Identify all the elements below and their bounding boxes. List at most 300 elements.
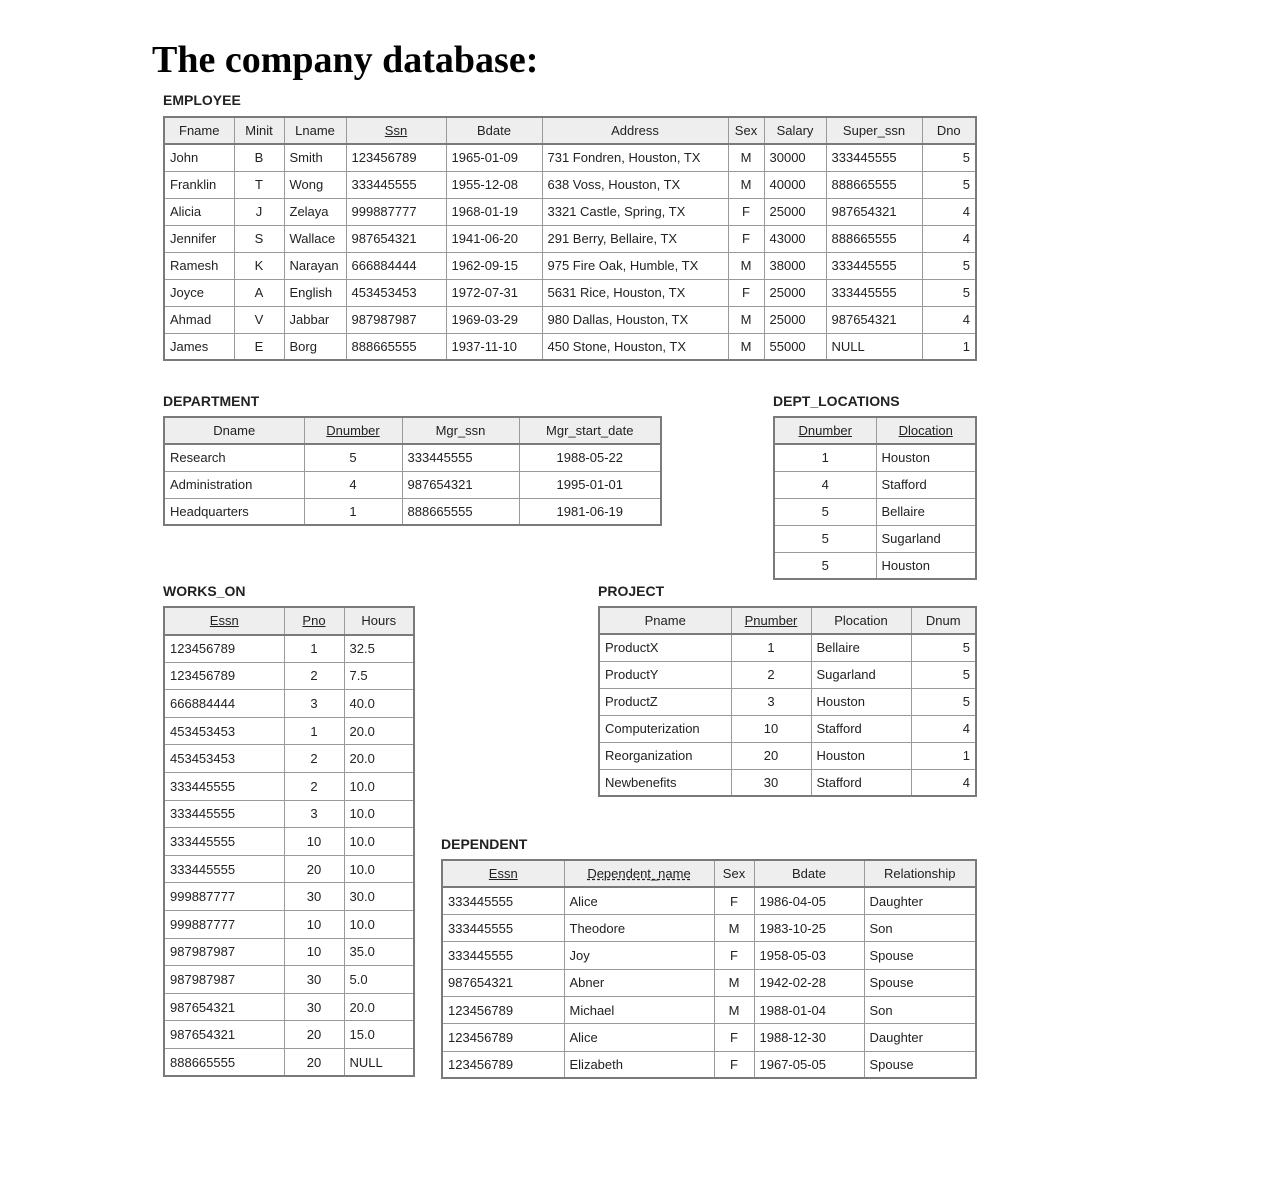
- dependent-cell: 123456789: [442, 996, 564, 1023]
- works-on-cell: 2: [284, 662, 344, 690]
- dependent-cell: Theodore: [564, 915, 714, 942]
- dependent-row: [442, 969, 976, 996]
- department-col-header: Mgr_start_date: [519, 417, 661, 444]
- department-cell: 1981-06-19: [519, 498, 661, 525]
- employee-table-label: EMPLOYEE: [163, 92, 241, 108]
- project-row: [599, 661, 976, 688]
- employee-cell: 888665555: [346, 333, 446, 360]
- dept-locations-table-label: DEPT_LOCATIONS: [773, 393, 900, 409]
- project-cell: 5: [911, 688, 976, 715]
- dependent-cell: 123456789: [442, 1024, 564, 1051]
- works-on-row: [164, 911, 414, 939]
- works-on-cell: 987987987: [164, 966, 284, 994]
- dependent-row: [442, 915, 976, 942]
- works-on-cell: 20: [284, 855, 344, 883]
- employee-cell: 987987987: [346, 306, 446, 333]
- dept-locations-col-header: Dlocation: [876, 417, 976, 444]
- dept-locations-cell: Sugarland: [876, 525, 976, 552]
- works-on-cell: 333445555: [164, 828, 284, 856]
- dependent-cell: Spouse: [864, 1051, 976, 1078]
- works-on-row: [164, 828, 414, 856]
- project-cell: Houston: [811, 742, 911, 769]
- project-cell: 1: [731, 634, 811, 661]
- works-on-cell: 30: [284, 883, 344, 911]
- employee-cell: 1965-01-09: [446, 144, 542, 171]
- project-row: [599, 634, 976, 661]
- dependent-row: [442, 1024, 976, 1051]
- works-on-cell: 2: [284, 745, 344, 773]
- works-on-row: [164, 883, 414, 911]
- works-on-row: [164, 800, 414, 828]
- employee-cell: 4: [922, 225, 976, 252]
- employee-cell: 30000: [764, 144, 826, 171]
- department-cell: Headquarters: [164, 498, 304, 525]
- department-col-header: Dname: [164, 417, 304, 444]
- works-on-cell: 2: [284, 773, 344, 801]
- employee-cell: 1941-06-20: [446, 225, 542, 252]
- employee-cell: 987654321: [346, 225, 446, 252]
- dept-locations-table: [773, 416, 977, 580]
- works-on-table: [163, 606, 415, 1077]
- dependent-cell: 1958-05-03: [754, 942, 864, 969]
- dept-locations-header-row: [774, 417, 976, 444]
- dept-locations-row: [774, 525, 976, 552]
- works-on-cell: 333445555: [164, 855, 284, 883]
- employee-cell: 1962-09-15: [446, 252, 542, 279]
- dependent-cell: 1988-12-30: [754, 1024, 864, 1051]
- works-on-cell: 666884444: [164, 690, 284, 718]
- works-on-cell: 10.0: [344, 773, 414, 801]
- works-on-cell: 10.0: [344, 911, 414, 939]
- works-on-row: [164, 938, 414, 966]
- works-on-cell: 20.0: [344, 717, 414, 745]
- employee-cell: 999887777: [346, 198, 446, 225]
- department-header-row: [164, 417, 661, 444]
- works-on-row: [164, 1021, 414, 1049]
- employee-cell: K: [234, 252, 284, 279]
- works-on-cell: 999887777: [164, 911, 284, 939]
- employee-cell: 5: [922, 144, 976, 171]
- works-on-cell: 888665555: [164, 1049, 284, 1077]
- dependent-table-label: DEPENDENT: [441, 836, 528, 852]
- dependent-row: [442, 1051, 976, 1078]
- employee-cell: 1937-11-10: [446, 333, 542, 360]
- project-cell: 1: [911, 742, 976, 769]
- employee-row: [164, 279, 976, 306]
- department-cell: 1988-05-22: [519, 444, 661, 471]
- dependent-col-header: Sex: [714, 860, 754, 887]
- employee-cell: 333445555: [826, 144, 922, 171]
- dept-locations-cell: 5: [774, 552, 876, 579]
- dependent-cell: Michael: [564, 996, 714, 1023]
- employee-cell: Ahmad: [164, 306, 234, 333]
- employee-cell: 333445555: [346, 171, 446, 198]
- department-cell: 5: [304, 444, 402, 471]
- employee-cell: F: [728, 225, 764, 252]
- employee-cell: M: [728, 252, 764, 279]
- employee-cell: 638 Voss, Houston, TX: [542, 171, 728, 198]
- employee-cell: 5631 Rice, Houston, TX: [542, 279, 728, 306]
- dept-locations-cell: 5: [774, 525, 876, 552]
- employee-cell: 43000: [764, 225, 826, 252]
- works-on-cell: NULL: [344, 1049, 414, 1077]
- works-on-cell: 20.0: [344, 745, 414, 773]
- works-on-cell: 35.0: [344, 938, 414, 966]
- dept-locations-cell: 4: [774, 471, 876, 498]
- works-on-cell: 20: [284, 1021, 344, 1049]
- project-cell: 10: [731, 715, 811, 742]
- works-on-cell: 3: [284, 800, 344, 828]
- dependent-cell: 333445555: [442, 887, 564, 914]
- project-row: [599, 688, 976, 715]
- project-cell: Stafford: [811, 715, 911, 742]
- employee-cell: 25000: [764, 306, 826, 333]
- project-cell: 2: [731, 661, 811, 688]
- dependent-cell: Daughter: [864, 1024, 976, 1051]
- dependent-col-header: Relationship: [864, 860, 976, 887]
- project-row: [599, 715, 976, 742]
- dependent-cell: 123456789: [442, 1051, 564, 1078]
- dependent-col-header: Bdate: [754, 860, 864, 887]
- works-on-cell: 1: [284, 717, 344, 745]
- employee-cell: M: [728, 306, 764, 333]
- dependent-cell: Alice: [564, 1024, 714, 1051]
- employee-cell: Joyce: [164, 279, 234, 306]
- project-cell: 3: [731, 688, 811, 715]
- works-on-cell: 30.0: [344, 883, 414, 911]
- dept-locations-cell: Bellaire: [876, 498, 976, 525]
- department-cell: 987654321: [402, 471, 519, 498]
- dependent-cell: 1983-10-25: [754, 915, 864, 942]
- works-on-cell: 30: [284, 993, 344, 1021]
- project-cell: 5: [911, 634, 976, 661]
- works-on-row: [164, 662, 414, 690]
- employee-cell: 980 Dallas, Houston, TX: [542, 306, 728, 333]
- project-cell: ProductY: [599, 661, 731, 688]
- employee-col-header: Lname: [284, 117, 346, 144]
- employee-cell: 1: [922, 333, 976, 360]
- works-on-row: [164, 717, 414, 745]
- employee-cell: M: [728, 333, 764, 360]
- employee-cell: Narayan: [284, 252, 346, 279]
- works-on-cell: 10.0: [344, 800, 414, 828]
- employee-cell: 888665555: [826, 225, 922, 252]
- department-cell: 1: [304, 498, 402, 525]
- dependent-cell: F: [714, 887, 754, 914]
- dept-locations-row: [774, 444, 976, 471]
- project-table: [598, 606, 977, 797]
- employee-cell: Alicia: [164, 198, 234, 225]
- project-cell: Reorganization: [599, 742, 731, 769]
- employee-cell: 5: [922, 171, 976, 198]
- employee-cell: James: [164, 333, 234, 360]
- dependent-cell: Alice: [564, 887, 714, 914]
- employee-col-header: Super_ssn: [826, 117, 922, 144]
- dependent-cell: F: [714, 942, 754, 969]
- employee-cell: 1972-07-31: [446, 279, 542, 306]
- dept-locations-col-header: Dnumber: [774, 417, 876, 444]
- works-on-row: [164, 690, 414, 718]
- works-on-cell: 10: [284, 938, 344, 966]
- works-on-cell: 10: [284, 828, 344, 856]
- employee-cell: 4: [922, 306, 976, 333]
- works-on-cell: 333445555: [164, 800, 284, 828]
- works-on-header-row: [164, 607, 414, 635]
- works-on-col-header: Essn: [164, 607, 284, 635]
- works-on-row: [164, 745, 414, 773]
- employee-cell: NULL: [826, 333, 922, 360]
- employee-cell: T: [234, 171, 284, 198]
- employee-col-header: Dno: [922, 117, 976, 144]
- project-cell: 30: [731, 769, 811, 796]
- project-col-header: Pnumber: [731, 607, 811, 634]
- dependent-cell: Son: [864, 915, 976, 942]
- dept-locations-cell: Stafford: [876, 471, 976, 498]
- project-cell: Computerization: [599, 715, 731, 742]
- employee-row: [164, 225, 976, 252]
- project-cell: ProductX: [599, 634, 731, 661]
- project-cell: 4: [911, 769, 976, 796]
- employee-cell: Ramesh: [164, 252, 234, 279]
- project-col-header: Plocation: [811, 607, 911, 634]
- dept-locations-cell: 1: [774, 444, 876, 471]
- employee-col-header: Bdate: [446, 117, 542, 144]
- employee-cell: 291 Berry, Bellaire, TX: [542, 225, 728, 252]
- dependent-cell: 987654321: [442, 969, 564, 996]
- works-on-cell: 7.5: [344, 662, 414, 690]
- works-on-col-header: Hours: [344, 607, 414, 635]
- employee-cell: 666884444: [346, 252, 446, 279]
- dependent-row: [442, 996, 976, 1023]
- employee-col-header: Address: [542, 117, 728, 144]
- dependent-cell: F: [714, 1051, 754, 1078]
- department-cell: 888665555: [402, 498, 519, 525]
- employee-cell: Jennifer: [164, 225, 234, 252]
- works-on-row: [164, 855, 414, 883]
- works-on-cell: 123456789: [164, 635, 284, 663]
- employee-cell: J: [234, 198, 284, 225]
- page-title: The company database:: [152, 39, 539, 81]
- employee-cell: Wong: [284, 171, 346, 198]
- employee-cell: M: [728, 144, 764, 171]
- employee-cell: V: [234, 306, 284, 333]
- employee-cell: 5: [922, 279, 976, 306]
- dependent-cell: Joy: [564, 942, 714, 969]
- works-on-cell: 987654321: [164, 993, 284, 1021]
- department-cell: 333445555: [402, 444, 519, 471]
- dependent-cell: Abner: [564, 969, 714, 996]
- department-table: [163, 416, 662, 526]
- dependent-cell: M: [714, 996, 754, 1023]
- employee-cell: 975 Fire Oak, Humble, TX: [542, 252, 728, 279]
- employee-row: [164, 306, 976, 333]
- dependent-cell: F: [714, 1024, 754, 1051]
- dependent-cell: Spouse: [864, 942, 976, 969]
- employee-cell: English: [284, 279, 346, 306]
- dependent-row: [442, 942, 976, 969]
- dependent-cell: M: [714, 915, 754, 942]
- employee-row: [164, 144, 976, 171]
- employee-cell: 333445555: [826, 252, 922, 279]
- works-on-cell: 40.0: [344, 690, 414, 718]
- project-cell: 20: [731, 742, 811, 769]
- employee-cell: 5: [922, 252, 976, 279]
- dept-locations-row: [774, 498, 976, 525]
- employee-cell: 3321 Castle, Spring, TX: [542, 198, 728, 225]
- employee-cell: Franklin: [164, 171, 234, 198]
- works-on-cell: 333445555: [164, 773, 284, 801]
- employee-cell: Smith: [284, 144, 346, 171]
- department-col-header: Mgr_ssn: [402, 417, 519, 444]
- employee-cell: B: [234, 144, 284, 171]
- employee-cell: Jabbar: [284, 306, 346, 333]
- employee-cell: 453453453: [346, 279, 446, 306]
- employee-cell: A: [234, 279, 284, 306]
- works-on-cell: 20.0: [344, 993, 414, 1021]
- employee-table: [163, 116, 977, 361]
- employee-cell: 55000: [764, 333, 826, 360]
- employee-cell: E: [234, 333, 284, 360]
- works-on-cell: 453453453: [164, 717, 284, 745]
- employee-cell: F: [728, 198, 764, 225]
- works-on-cell: 987987987: [164, 938, 284, 966]
- employee-cell: John: [164, 144, 234, 171]
- employee-col-header: Fname: [164, 117, 234, 144]
- department-cell: Administration: [164, 471, 304, 498]
- project-cell: Newbenefits: [599, 769, 731, 796]
- dependent-cell: Son: [864, 996, 976, 1023]
- dept-locations-cell: 5: [774, 498, 876, 525]
- works-on-cell: 5.0: [344, 966, 414, 994]
- dependent-cell: 1942-02-28: [754, 969, 864, 996]
- employee-cell: 450 Stone, Houston, TX: [542, 333, 728, 360]
- dependent-table: [441, 859, 977, 1079]
- project-cell: Sugarland: [811, 661, 911, 688]
- employee-row: [164, 198, 976, 225]
- employee-cell: Borg: [284, 333, 346, 360]
- project-row: [599, 769, 976, 796]
- dependent-cell: Daughter: [864, 887, 976, 914]
- dept-locations-cell: Houston: [876, 444, 976, 471]
- project-row: [599, 742, 976, 769]
- works-on-col-header: Pno: [284, 607, 344, 635]
- dependent-cell: 1988-01-04: [754, 996, 864, 1023]
- project-cell: Houston: [811, 688, 911, 715]
- dependent-col-header: Essn: [442, 860, 564, 887]
- employee-col-header: Salary: [764, 117, 826, 144]
- employee-cell: Zelaya: [284, 198, 346, 225]
- department-cell: Research: [164, 444, 304, 471]
- employee-cell: 888665555: [826, 171, 922, 198]
- employee-row: [164, 171, 976, 198]
- employee-cell: Wallace: [284, 225, 346, 252]
- dependent-cell: M: [714, 969, 754, 996]
- works-on-cell: 453453453: [164, 745, 284, 773]
- department-cell: 4: [304, 471, 402, 498]
- works-on-cell: 30: [284, 966, 344, 994]
- employee-cell: 333445555: [826, 279, 922, 306]
- project-table-label: PROJECT: [598, 583, 665, 599]
- employee-row: [164, 333, 976, 360]
- employee-cell: M: [728, 171, 764, 198]
- works-on-row: [164, 966, 414, 994]
- works-on-cell: 1: [284, 635, 344, 663]
- works-on-cell: 32.5: [344, 635, 414, 663]
- works-on-cell: 3: [284, 690, 344, 718]
- department-cell: 1995-01-01: [519, 471, 661, 498]
- employee-row: [164, 252, 976, 279]
- dependent-cell: 333445555: [442, 915, 564, 942]
- dept-locations-row: [774, 471, 976, 498]
- works-on-cell: 10.0: [344, 855, 414, 883]
- works-on-table-label: WORKS_ON: [163, 583, 246, 599]
- employee-cell: 1955-12-08: [446, 171, 542, 198]
- works-on-cell: 20: [284, 1049, 344, 1077]
- employee-cell: 38000: [764, 252, 826, 279]
- dept-locations-row: [774, 552, 976, 579]
- department-row: [164, 498, 661, 525]
- dependent-header-row: [442, 860, 976, 887]
- dependent-cell: Elizabeth: [564, 1051, 714, 1078]
- employee-cell: 25000: [764, 198, 826, 225]
- employee-header-row: [164, 117, 976, 144]
- project-cell: 5: [911, 661, 976, 688]
- works-on-row: [164, 993, 414, 1021]
- works-on-row: [164, 773, 414, 801]
- employee-cell: 1969-03-29: [446, 306, 542, 333]
- dept-locations-cell: Houston: [876, 552, 976, 579]
- employee-cell: 123456789: [346, 144, 446, 171]
- department-row: [164, 471, 661, 498]
- employee-cell: S: [234, 225, 284, 252]
- employee-col-header: Sex: [728, 117, 764, 144]
- works-on-cell: 10: [284, 911, 344, 939]
- works-on-cell: 999887777: [164, 883, 284, 911]
- department-table-label: DEPARTMENT: [163, 393, 260, 409]
- dependent-cell: 333445555: [442, 942, 564, 969]
- dependent-col-header: Dependent_name: [564, 860, 714, 887]
- dependent-cell: 1986-04-05: [754, 887, 864, 914]
- works-on-row: [164, 1049, 414, 1077]
- department-row: [164, 444, 661, 471]
- dependent-row: [442, 887, 976, 914]
- employee-cell: 987654321: [826, 306, 922, 333]
- department-col-header: Dnumber: [304, 417, 402, 444]
- employee-cell: F: [728, 279, 764, 306]
- employee-col-header: Ssn: [346, 117, 446, 144]
- project-col-header: Pname: [599, 607, 731, 634]
- works-on-cell: 987654321: [164, 1021, 284, 1049]
- project-col-header: Dnum: [911, 607, 976, 634]
- dependent-cell: Spouse: [864, 969, 976, 996]
- dependent-cell: 1967-05-05: [754, 1051, 864, 1078]
- project-cell: Bellaire: [811, 634, 911, 661]
- project-header-row: [599, 607, 976, 634]
- works-on-cell: 15.0: [344, 1021, 414, 1049]
- project-cell: ProductZ: [599, 688, 731, 715]
- employee-col-header: Minit: [234, 117, 284, 144]
- employee-cell: 40000: [764, 171, 826, 198]
- works-on-cell: 123456789: [164, 662, 284, 690]
- employee-cell: 987654321: [826, 198, 922, 225]
- project-cell: 4: [911, 715, 976, 742]
- employee-cell: 731 Fondren, Houston, TX: [542, 144, 728, 171]
- employee-cell: 1968-01-19: [446, 198, 542, 225]
- works-on-cell: 10.0: [344, 828, 414, 856]
- project-cell: Stafford: [811, 769, 911, 796]
- employee-cell: 25000: [764, 279, 826, 306]
- employee-cell: 4: [922, 198, 976, 225]
